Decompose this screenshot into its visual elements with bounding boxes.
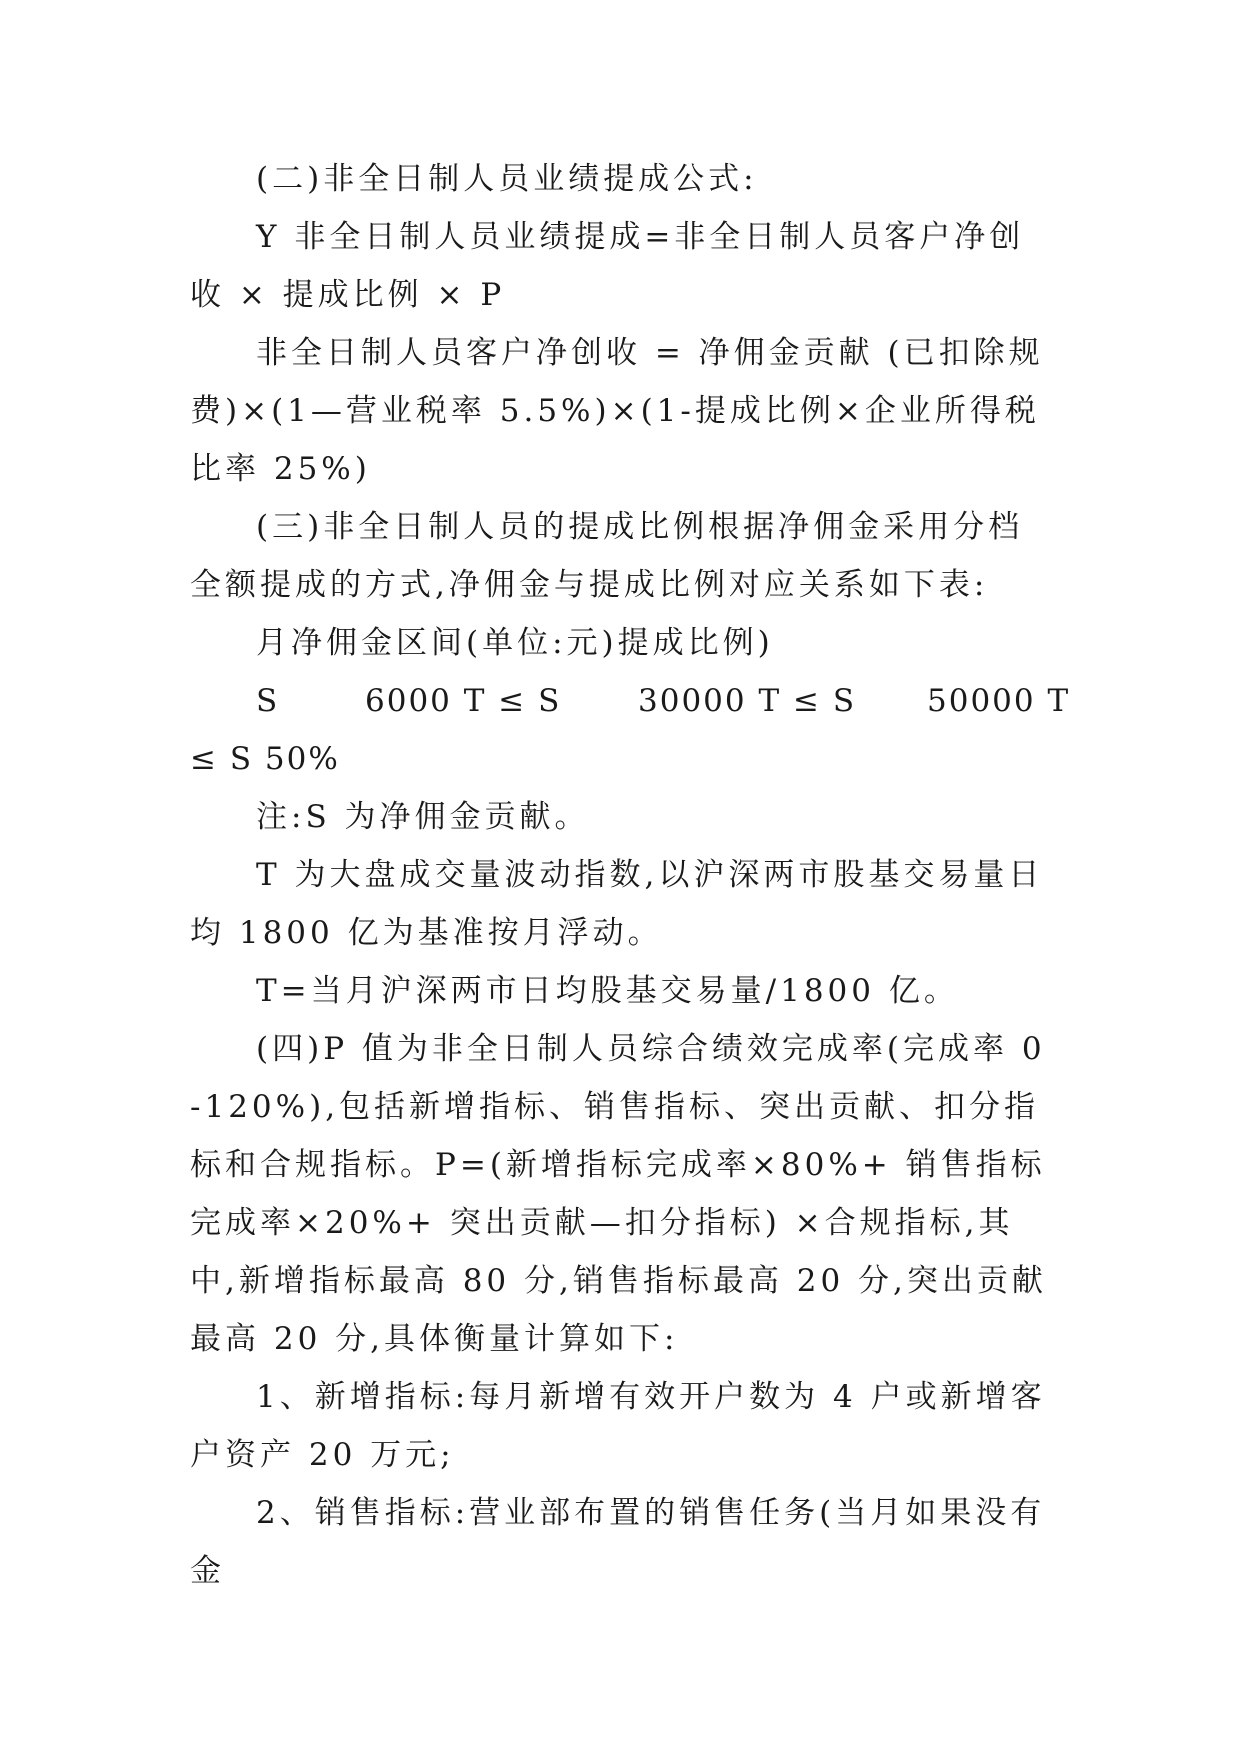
tier-cell-6000: 6000 T ≤ S (365, 683, 562, 719)
tier-cell-s: S (256, 683, 280, 719)
section-2-heading: (二)非全日制人员业绩提成公式: (256, 161, 758, 197)
section-3-paragraph: (三)非全日制人员的提成比例根据净佣金采用分档全额提成的方式,净佣金与提成比例对应关系如下表: (190, 509, 1024, 603)
note-t-formula: T=当月沪深两市日均股基交易量/1800 亿。 (256, 973, 959, 1009)
item-1-new-indicator: 1、新增指标:每月新增有效开户数为 4 户或新增客户资产 20 万元; (190, 1379, 1046, 1473)
formula-net-income: 非全日制人员客户净创收 = 净佣金贡献 (已扣除规费)×(1—营业税率 5.5%)×(1-提成比例×企业所得税比率 25%) (190, 335, 1044, 487)
document-page (190, 150, 1071, 1600)
table-row-tiers (190, 672, 1071, 730)
tier-cell-50000: 50000 T (927, 683, 1071, 719)
note-t-definition: T 为大盘成交量波动指数,以沪深两市股基交易量日均 1800 亿为基准按月浮动。 (190, 857, 1044, 951)
table-header: 月净佣金区间(单位:元)提成比例) (256, 625, 774, 661)
section-4-paragraph: (四)P 值为非全日制人员综合绩效完成率(完成率 0-120%),包括新增指标、销售指标、突出贡献、扣分指标和合规指标。P=(新增指标完成率×80%+ 销售指标完成率×20%+ 突出贡献—扣分指标) ×合规指标,其中,新增指标最高 80 分,销售指标最高 20 分,突出贡献最高 20 分,具体衡量计算如下: (190, 1031, 1047, 1357)
tier-cell-50pct: ≤ S 50% (190, 741, 340, 777)
item-2-sales-indicator: 2、销售指标:营业部布置的销售任务(当月如果没有金 (190, 1495, 1046, 1589)
formula-commission: Y 非全日制人员业绩提成=非全日制人员客户净创收 × 提成比例 × P (190, 219, 1025, 313)
tier-cell-30000: 30000 T ≤ S (638, 683, 857, 719)
note-s: 注:S 为净佣金贡献。 (256, 799, 590, 835)
table-row-tiers-cont (190, 730, 1052, 788)
